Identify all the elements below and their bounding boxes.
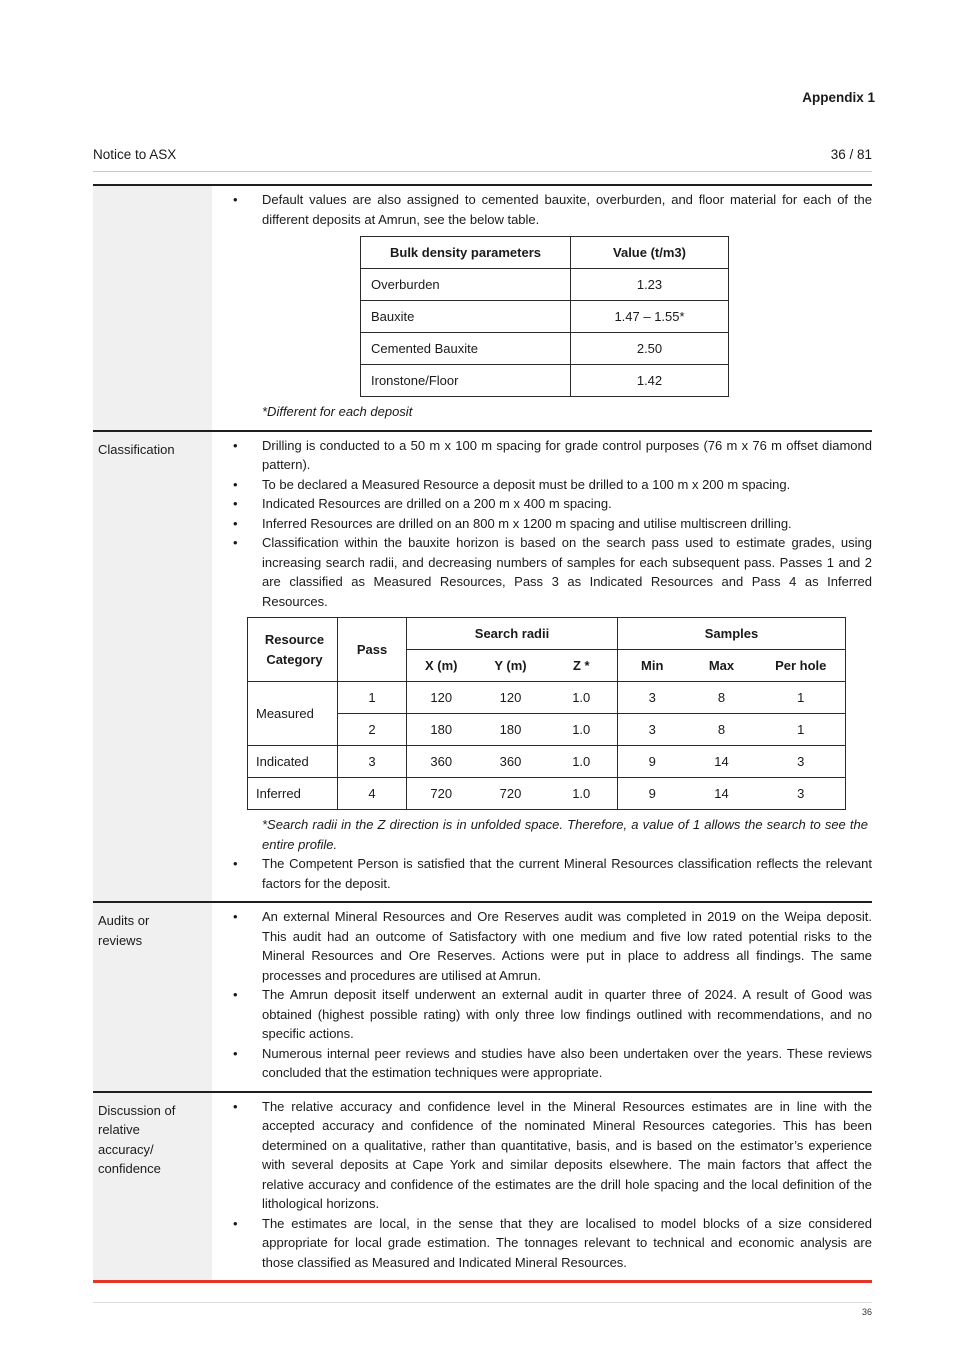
cell-pass: 3 [338, 746, 407, 778]
cell-x: 360 [407, 746, 476, 778]
bullet-list [212, 1097, 872, 1273]
bullet-item: • The Competent Person is satisfied that the current Mineral Resources classification reflects the relevant factors for the deposit. [212, 854, 872, 893]
bullet-item: • Inferred Resources are drilled on an 800 m x 1200 m spacing and utilise multiscreen drilling. [212, 514, 872, 534]
table-row [248, 746, 846, 778]
bullet-list [212, 190, 872, 229]
table-footnote: *Different for each deposit [262, 404, 413, 419]
table-row [248, 714, 846, 746]
bullet-list [212, 436, 872, 612]
section-label-empty [93, 186, 212, 430]
section-content [212, 903, 872, 1091]
cell-max: 14 [687, 778, 757, 810]
page-indicator: 36 / 81 [830, 147, 872, 162]
bullet-item: • Drilling is conducted to a 50 m x 100 m spacing for grade control purposes (76 m x 76 m offset diamond pattern). [212, 436, 872, 475]
appendix-label: Appendix 1 [802, 90, 875, 105]
header-cell-z: Z * [546, 650, 618, 682]
section-label: Discussion of relative accuracy/ confidence [93, 1093, 212, 1281]
table-header-row [248, 618, 846, 650]
bulk-density-table [360, 236, 729, 397]
cell-value: 2.50 [571, 333, 729, 365]
bullet-item: • Indicated Resources are drilled on a 200 m x 400 m spacing. [212, 494, 872, 514]
table-footnote: *Search radii in the Z direction is in unfolded space. Therefore, a value of 1 allows the search to see the entire profile. [262, 817, 868, 852]
bullet-item: • An external Mineral Resources and Ore Reserves audit was completed in 2019 on the Weipa deposit. This audit had an outcome of Satisfactory with one medium and five low rated potential risks to the Mineral Resources and Ore Reserves. Actions were put in place to address all findings. The same processes and procedures are utilised at Amrun. [212, 907, 872, 985]
document-title: Notice to ASX [93, 147, 177, 162]
table-row [361, 333, 729, 365]
table-row [361, 365, 729, 397]
table-header-row [361, 237, 729, 269]
header-cell-y: Y (m) [476, 650, 546, 682]
header-cell-parameters: Bulk density parameters [361, 237, 571, 269]
cell-value: 1.23 [571, 269, 729, 301]
cell-z: 1.0 [546, 682, 618, 714]
header-cell-resource-category: Resource Category [248, 618, 338, 682]
header-cell-x: X (m) [407, 650, 476, 682]
cell-x: 720 [407, 778, 476, 810]
header-cell-pass: Pass [338, 618, 407, 682]
cell-z: 1.0 [546, 778, 618, 810]
cell-per-hole: 3 [757, 746, 846, 778]
cell-category: Indicated [248, 746, 338, 778]
cell-z: 1.0 [546, 714, 618, 746]
header-cell-samples: Samples [618, 618, 846, 650]
section-content [212, 186, 872, 430]
cell-y: 360 [476, 746, 546, 778]
cell-y: 180 [476, 714, 546, 746]
header-cell-value: Value (t/m3) [571, 237, 729, 269]
cell-min: 9 [618, 778, 687, 810]
cell-max: 14 [687, 746, 757, 778]
section-accuracy-confidence [93, 1093, 872, 1284]
table-row [248, 778, 846, 810]
header-cell-min: Min [618, 650, 687, 682]
bullet-item: • Numerous internal peer reviews and studies have also been undertaken over the years. These reviews concluded that the estimation techniques were appropriate. [212, 1044, 872, 1083]
cell-per-hole: 3 [757, 778, 846, 810]
cell-material: Bauxite [361, 301, 571, 333]
cell-y: 720 [476, 778, 546, 810]
cell-category: Inferred [248, 778, 338, 810]
section-audits-or-reviews [93, 903, 872, 1093]
cell-x: 180 [407, 714, 476, 746]
header-cell-per-hole: Per hole [757, 650, 846, 682]
cell-pass: 2 [338, 714, 407, 746]
bullet-item: • The relative accuracy and confidence level in the Mineral Resources estimates are in line with the accepted accuracy and confidence of the nominated Mineral Resources categories. This has been determined on a qualitative, rather than quantitative, basis, and is based on the estimator’s experience with several deposits at Cape York and similar deposits elsewhere. The main factors that affect the relative accuracy and confidence of the estimates are the drill hole spacing and the local definition of the lithological horizons. [212, 1097, 872, 1214]
page-footer [93, 1302, 872, 1317]
cell-value: 1.42 [571, 365, 729, 397]
bullet-list [212, 854, 872, 893]
cell-x: 120 [407, 682, 476, 714]
bullet-list [212, 907, 872, 1083]
section-content [212, 1093, 872, 1281]
section-label: Classification [93, 432, 212, 902]
bullet-item: • The Amrun deposit itself underwent an external audit in quarter three of 2024. A result of Good was obtained (highest possible rating) with only three low findings outlined with recommendations, and no specific actions. [212, 985, 872, 1044]
table-row [248, 682, 846, 714]
cell-min: 9 [618, 746, 687, 778]
header-cell-search-radii: Search radii [407, 618, 618, 650]
bullet-item: • Default values are also assigned to cemented bauxite, overburden, and floor material for each of the different deposits at Amrun, see the below table. [212, 190, 872, 229]
cell-pass: 1 [338, 682, 407, 714]
cell-min: 3 [618, 682, 687, 714]
table-row [361, 269, 729, 301]
jorc-details-table [93, 184, 872, 1283]
bullet-item: • The estimates are local, in the sense that they are localised to model blocks of a size considered appropriate for local grade estimation. The tonnages relevant to technical and economic analysis are those classified as Measured and Indicated Mineral Resources. [212, 1214, 872, 1273]
footer-page-number: 36 [861, 1307, 872, 1317]
cell-category: Measured [248, 682, 338, 746]
cell-material: Cemented Bauxite [361, 333, 571, 365]
section-label: Audits or reviews [93, 903, 212, 1091]
section-classification [93, 432, 872, 904]
classification-table [247, 617, 846, 810]
section-bulk-density [93, 186, 872, 432]
cell-max: 8 [687, 682, 757, 714]
cell-per-hole: 1 [757, 682, 846, 714]
document-header [93, 147, 872, 172]
cell-value: 1.47 – 1.55* [571, 301, 729, 333]
cell-z: 1.0 [546, 746, 618, 778]
bullet-item: • Classification within the bauxite horizon is based on the search pass used to estimate grades, using increasing search radii, and decreasing numbers of samples for each subsequent pass. Passes 1 and 2 are classified as Measured Resources, Pass 3 as Indicated Resources and Pass 4 as Inferred Resources. [212, 533, 872, 611]
bullet-item: • To be declared a Measured Resource a deposit must be drilled to a 100 m x 200 m spacing. [212, 475, 872, 495]
table-row [361, 301, 729, 333]
cell-material: Overburden [361, 269, 571, 301]
cell-pass: 4 [338, 778, 407, 810]
cell-y: 120 [476, 682, 546, 714]
section-content [212, 432, 872, 902]
cell-per-hole: 1 [757, 714, 846, 746]
cell-min: 3 [618, 714, 687, 746]
cell-material: Ironstone/Floor [361, 365, 571, 397]
header-cell-max: Max [687, 650, 757, 682]
cell-max: 8 [687, 714, 757, 746]
